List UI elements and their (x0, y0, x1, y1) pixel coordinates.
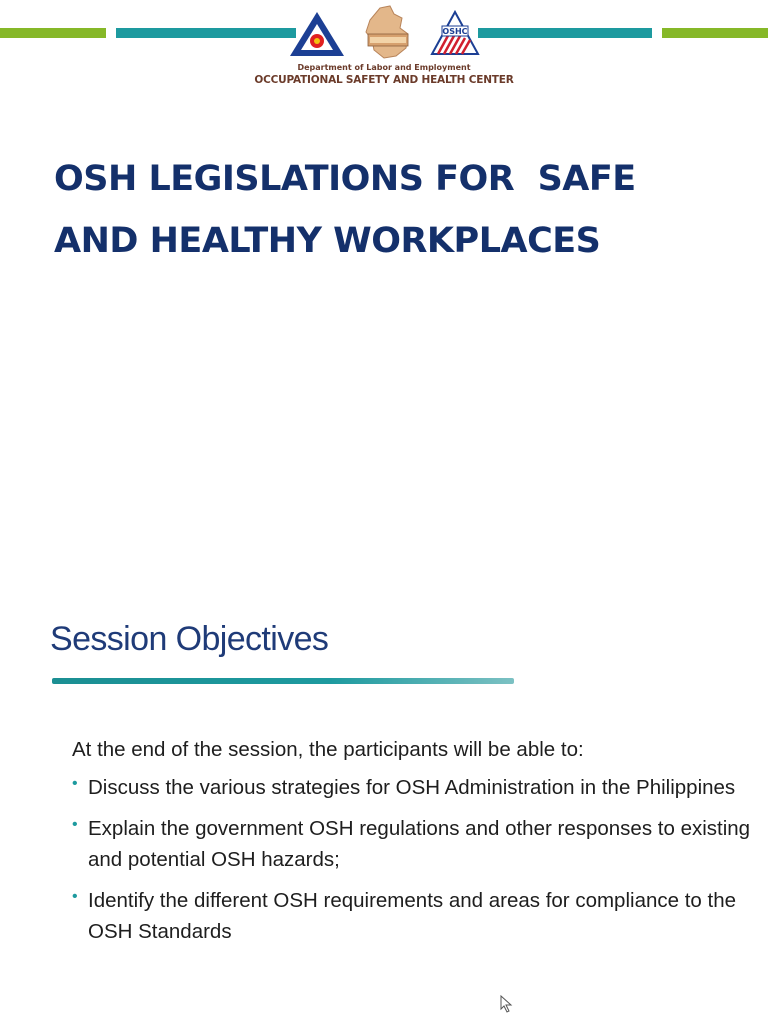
objective-text: Explain the government OSH regulations and other responses to existing and potential OSH hazards; (88, 817, 751, 871)
header-bar-green-right (662, 28, 768, 38)
center-name: OCCUPATIONAL SAFETY AND HEALTH CENTER (254, 74, 514, 86)
philippine-map-seal (360, 4, 416, 60)
mouse-pointer-icon (500, 995, 514, 1013)
intro-text: At the end of the session, the participants will be able to: (72, 738, 584, 761)
department-name: Department of Labor and Employment (297, 63, 471, 72)
slide-title-line2: AND HEALTHY WORKPLACES (54, 221, 601, 261)
objective-text: Identify the different OSH requirements and areas for compliance to the OSH Standards (88, 889, 737, 943)
header-bar-teal-right (478, 28, 652, 38)
objectives-slide (0, 575, 768, 1024)
slide-title (54, 148, 744, 272)
slide-title-line1: OSH LEGISLATIONS FOR SAFE (54, 159, 636, 199)
objective-text: Discuss the various strategies for OSH Administration in the Philippines (88, 776, 736, 799)
list-item (72, 885, 752, 947)
oshc-logo-text: OSHC (442, 27, 468, 36)
bullet-icon: • (72, 888, 78, 905)
header-bar-green-left (0, 28, 106, 38)
section-title: Session Objectives (50, 620, 329, 658)
list-item (72, 772, 752, 803)
bullet-icon: • (72, 816, 78, 833)
list-item (72, 813, 752, 875)
oshc-logo (430, 8, 480, 58)
title-underline (52, 678, 514, 684)
header-bar-teal-left (116, 28, 296, 38)
objectives-list (72, 772, 752, 957)
bullet-icon: • (72, 775, 78, 792)
dole-logo (288, 10, 346, 58)
